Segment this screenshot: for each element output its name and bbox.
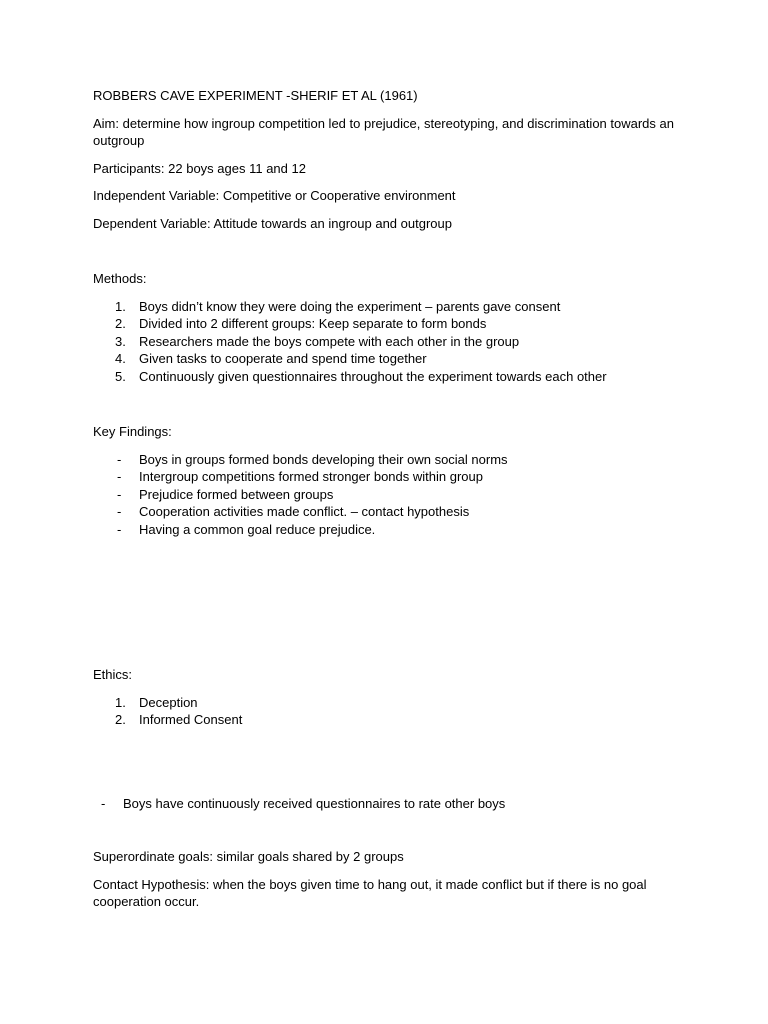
list-marker: - (117, 469, 122, 484)
list-item (93, 468, 683, 486)
list-marker: 2. (115, 316, 126, 331)
list-marker: - (101, 795, 106, 811)
list-marker: 5. (115, 368, 126, 384)
key-findings-list (93, 451, 683, 539)
ethics-heading: Ethics: (93, 667, 133, 682)
spacer (93, 242, 683, 270)
spacer (93, 822, 683, 848)
list-item (93, 315, 683, 333)
list-item-text: Informed Consent (139, 712, 243, 727)
spacer (93, 548, 683, 666)
aim-paragraph: Aim: determine how ingroup competition led to prejudice, stereotyping, and discrimination towards an outgroup (93, 115, 674, 148)
spacer (93, 395, 683, 423)
list-marker: - (117, 486, 122, 502)
list-item (93, 298, 683, 316)
dependent-variable-paragraph: Dependent Variable: Attitude towards an ingroup and outgroup (93, 215, 452, 231)
list-marker: 1. (115, 298, 126, 314)
list-marker: 2. (115, 712, 126, 727)
participants-paragraph: Participants: 22 boys ages 11 and 12 (93, 160, 306, 176)
document-page (93, 87, 683, 921)
list-marker: - (117, 451, 122, 467)
list-item (93, 521, 683, 539)
list-item (93, 503, 683, 521)
note-list (77, 795, 683, 813)
list-item-text: Given tasks to cooperate and spend time together (139, 351, 427, 366)
methods-list (93, 298, 683, 386)
list-marker: 4. (115, 351, 126, 366)
list-item-text: Continuously given questionnaires throughout the experiment towards each other (139, 368, 607, 384)
list-item (93, 711, 683, 729)
document-title: ROBBERS CAVE EXPERIMENT -SHERIF ET AL (1961) (93, 88, 418, 103)
list-item-text: Deception (139, 694, 198, 710)
key-findings-heading: Key Findings: (93, 424, 172, 439)
list-item-text: Intergroup competitions formed stronger bonds within group (139, 469, 483, 484)
list-marker: 1. (115, 694, 126, 710)
list-item-text: Divided into 2 different groups: Keep separate to form bonds (139, 316, 487, 331)
list-item-text: Boys in groups formed bonds developing their own social norms (139, 451, 508, 467)
superordinate-goals-paragraph: Superordinate goals: similar goals shared by 2 groups (93, 849, 404, 864)
list-item (93, 451, 683, 469)
list-item (93, 350, 683, 368)
list-item-text: Boys have continuously received questionnaires to rate other boys (123, 795, 506, 811)
list-item-text: Having a common goal reduce prejudice. (139, 521, 376, 537)
list-item-text: Prejudice formed between groups (139, 486, 334, 502)
list-marker: - (117, 521, 122, 537)
list-item-text: Cooperation activities made conflict. – contact hypothesis (139, 504, 470, 519)
list-item (93, 486, 683, 504)
list-item (93, 694, 683, 712)
list-marker: - (117, 504, 122, 519)
list-item (93, 368, 683, 386)
list-item (77, 795, 683, 813)
list-item-text: Boys didn’t know they were doing the experiment – parents gave consent (139, 298, 561, 314)
list-marker: 3. (115, 333, 126, 349)
spacer (93, 739, 683, 795)
ethics-list (93, 694, 683, 729)
methods-heading: Methods: (93, 271, 147, 286)
list-item (93, 333, 683, 351)
list-item-text: Researchers made the boys compete with each other in the group (139, 333, 520, 349)
contact-hypothesis-paragraph: Contact Hypothesis: when the boys given time to hang out, it made conflict but if there is no goal cooperation occur. (93, 876, 647, 909)
independent-variable-paragraph: Independent Variable: Competitive or Cooperative environment (93, 188, 456, 203)
